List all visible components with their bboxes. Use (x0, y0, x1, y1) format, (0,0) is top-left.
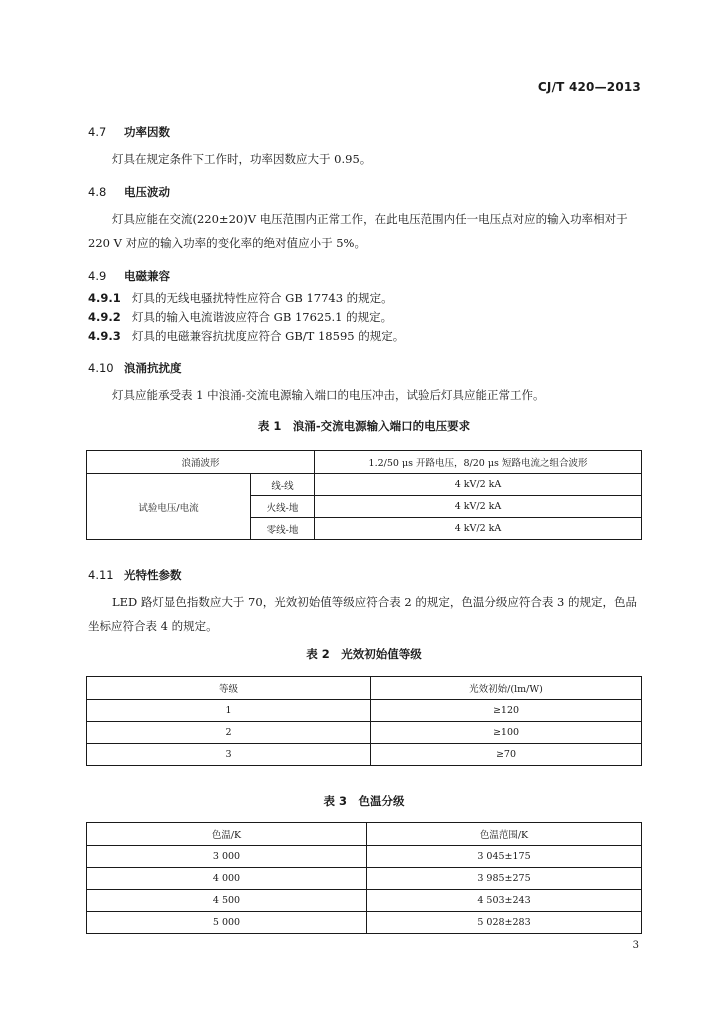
table-1 (86, 450, 642, 540)
clause-4-9-3 (88, 324, 648, 348)
table-header-cell: 浪涌波形 (87, 451, 315, 474)
table-cell: 3 985±275 (367, 868, 642, 890)
section-title: 功率因数 (124, 125, 170, 139)
table-cell: ≥70 (371, 744, 642, 766)
section-title: 光特性参数 (124, 568, 182, 582)
clause-number: 4.9.3 (88, 329, 121, 343)
section-title: 浪涌抗扰度 (124, 361, 182, 375)
table-3 (86, 822, 642, 934)
table-2 (86, 676, 642, 766)
section-heading-4-10 (88, 360, 182, 376)
table-header-row (87, 451, 642, 474)
table-header-cell: 等级 (87, 677, 371, 700)
section-number: 4.10 (88, 361, 114, 375)
table-cell: ≥120 (371, 700, 642, 722)
table-row (87, 474, 642, 496)
document-number: CJ/T 420—2013 (537, 80, 641, 94)
table-cell: 零线-地 (251, 518, 315, 540)
table-header-cell: 色温范围/K (367, 823, 642, 846)
table-cell: 5 028±283 (367, 912, 642, 934)
table-cell: 4 kV/2 kA (315, 496, 642, 518)
table-cell: 3 000 (87, 846, 367, 868)
table-cell: 2 (87, 722, 371, 744)
table-row (87, 890, 642, 912)
section-number: 4.11 (88, 568, 114, 582)
page-number: 3 (632, 940, 639, 951)
section-number: 4.7 (88, 125, 107, 139)
table-header-cell: 1.2/50 μs 开路电压，8/20 μs 短路电流之组合波形 (315, 451, 642, 474)
section-title: 电磁兼容 (124, 269, 170, 283)
section-title: 电压波动 (124, 185, 170, 199)
table-cell: 4 503±243 (367, 890, 642, 912)
table-row (87, 912, 642, 934)
table-2-caption: 表 2 光效初始值等级 (306, 647, 422, 661)
paragraph-4-8: 灯具应能在交流(220±20)V 电压范围内正常工作，在此电压范围内任一电压点对应的输入功率相对于 220 V 对应的输入功率的变化率的绝对值应小于 5%。 (88, 212, 628, 250)
table-cell: 4 kV/2 kA (315, 474, 642, 496)
clause-number: 4.9.2 (88, 310, 121, 324)
table-cell: ≥100 (371, 722, 642, 744)
table-3-caption: 表 3 色温分级 (323, 794, 405, 808)
section-number: 4.9 (88, 269, 107, 283)
table-header-cell: 光效初始/(lm/W) (371, 677, 642, 700)
paragraph-4-7: 灯具在规定条件下工作时，功率因数应大于 0.95。 (112, 152, 372, 166)
table-cell: 4 kV/2 kA (315, 518, 642, 540)
table-row (87, 700, 642, 722)
table-header-row (87, 823, 642, 846)
table-row (87, 744, 642, 766)
table-cell: 线-线 (251, 474, 315, 496)
paragraph-4-11: LED 路灯显色指数应大于 70，光效初始值等级应符合表 2 的规定，色温分级应符合表 3 的规定，色品坐标应符合表 4 的规定。 (88, 595, 637, 633)
clause-text: 灯具的电磁兼容抗扰度应符合 GB/T 18595 的规定。 (132, 329, 405, 343)
section-heading-4-7 (88, 124, 170, 140)
table-cell: 3 045±175 (367, 846, 642, 868)
table-row (87, 846, 642, 868)
clause-text: 灯具的输入电流谐波应符合 GB 17625.1 的规定。 (132, 310, 393, 324)
table-cell: 1 (87, 700, 371, 722)
table-cell: 3 (87, 744, 371, 766)
table-row (87, 722, 642, 744)
paragraph-4-10: 灯具应能承受表 1 中浪涌-交流电源输入端口的电压冲击，试验后灯具应能正常工作。 (112, 388, 545, 402)
table-cell: 5 000 (87, 912, 367, 934)
section-heading-4-8 (88, 184, 170, 200)
table-cell: 火线-地 (251, 496, 315, 518)
table-cell: 4 000 (87, 868, 367, 890)
table-1-caption: 表 1 浪涌-交流电源输入端口的电压要求 (257, 419, 471, 433)
section-heading-4-9 (88, 268, 170, 284)
section-number: 4.8 (88, 185, 107, 199)
table-cell: 4 500 (87, 890, 367, 912)
table-header-cell: 色温/K (87, 823, 367, 846)
table-row (87, 868, 642, 890)
clause-number: 4.9.1 (88, 291, 121, 305)
table-header-row (87, 677, 642, 700)
clause-text: 灯具的无线电骚扰特性应符合 GB 17743 的规定。 (132, 291, 393, 305)
table-group-cell: 试验电压/电流 (87, 474, 251, 540)
section-heading-4-11 (88, 567, 182, 583)
